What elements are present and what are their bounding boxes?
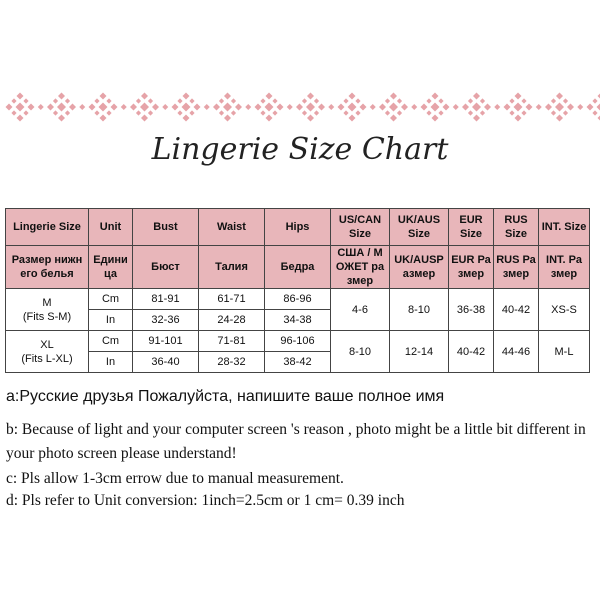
unit-cell: In bbox=[89, 352, 133, 373]
eur-size-cell: 36-38 bbox=[449, 289, 494, 331]
size-label: M bbox=[42, 296, 52, 309]
snowflake-motif-icon bbox=[296, 93, 325, 122]
uk-size-cell: 8-10 bbox=[390, 289, 449, 331]
header-ru-rus-size: RUS Ра змер bbox=[494, 246, 539, 289]
diamond-divider-icon bbox=[411, 104, 417, 110]
header-ru-bust: Бюст bbox=[133, 246, 199, 289]
snowflake-motif-icon bbox=[6, 93, 35, 122]
snowflake-motif-icon bbox=[338, 93, 367, 122]
header-ru-waist: Талия bbox=[199, 246, 265, 289]
header-ru-int-size: INT. Ра змер bbox=[539, 246, 590, 289]
header-ru-unit: Едини ца bbox=[89, 246, 133, 289]
rus-size-cell: 44-46 bbox=[494, 331, 539, 373]
header-bust: Bust bbox=[133, 209, 199, 246]
header-lingerie-size: Lingerie Size bbox=[6, 209, 89, 246]
snowflake-motif-icon bbox=[462, 93, 491, 122]
waist-cell: 61-71 bbox=[199, 289, 265, 310]
int-size-cell: XS-S bbox=[539, 289, 590, 331]
header-eur-size: EUR Size bbox=[449, 209, 494, 246]
waist-cell: 28-32 bbox=[199, 352, 265, 373]
header-us-can-size: US/CAN Size bbox=[331, 209, 390, 246]
snowflake-motif-icon bbox=[504, 93, 533, 122]
hips-cell: 38-42 bbox=[265, 352, 331, 373]
diamond-divider-icon bbox=[162, 104, 168, 110]
header-ru-hips: Бедра bbox=[265, 246, 331, 289]
note-d-unit-conversion: d: Pls refer to Unit conversion: 1inch=2.5cm or 1 cm= 0.39 inch bbox=[6, 492, 405, 509]
header-row-russian bbox=[6, 246, 590, 289]
us-size-cell: 4-6 bbox=[331, 289, 390, 331]
table-row bbox=[6, 331, 590, 352]
diamond-divider-icon bbox=[328, 104, 334, 110]
header-row-english bbox=[6, 209, 590, 246]
snowflake-motif-icon bbox=[89, 93, 118, 122]
snowflake-motif-icon bbox=[130, 93, 159, 122]
hips-cell: 86-96 bbox=[265, 289, 331, 310]
waist-cell: 24-28 bbox=[199, 310, 265, 331]
header-unit: Unit bbox=[89, 209, 133, 246]
hips-cell: 96-106 bbox=[265, 331, 331, 352]
header-ru-eur-size: EUR Ра змер bbox=[449, 246, 494, 289]
header-int-size: INT. Size bbox=[539, 209, 590, 246]
us-size-cell: 8-10 bbox=[331, 331, 390, 373]
note-a-russian: а:Русские друзья Пожалуйста, напишите ваше полное имя bbox=[6, 388, 445, 405]
size-cell bbox=[6, 289, 89, 331]
header-hips: Hips bbox=[265, 209, 331, 246]
size-chart-table bbox=[5, 208, 590, 373]
bust-cell: 32-36 bbox=[133, 310, 199, 331]
snowflake-motif-icon bbox=[545, 93, 574, 122]
diamond-divider-icon bbox=[536, 104, 542, 110]
eur-size-cell: 40-42 bbox=[449, 331, 494, 373]
diamond-divider-icon bbox=[38, 104, 44, 110]
bust-cell: 91-101 bbox=[133, 331, 199, 352]
unit-cell: Cm bbox=[89, 331, 133, 352]
hips-cell: 34-38 bbox=[265, 310, 331, 331]
snowflake-motif-icon bbox=[421, 93, 450, 122]
diamond-divider-icon bbox=[453, 104, 459, 110]
rus-size-cell: 40-42 bbox=[494, 289, 539, 331]
header-ru-lingerie-size: Размер нижн его белья bbox=[6, 246, 89, 289]
diamond-divider-icon bbox=[577, 104, 583, 110]
decorative-snowflake-border bbox=[0, 92, 600, 122]
header-ru-us-size: США / М ОЖЕТ ра змер bbox=[331, 246, 390, 289]
size-fits: (Fits S-M) bbox=[22, 310, 72, 323]
snowflake-motif-icon bbox=[172, 93, 201, 122]
diamond-divider-icon bbox=[245, 104, 251, 110]
header-rus-size: RUS Size bbox=[494, 209, 539, 246]
page-title: Lingerie Size Chart bbox=[151, 132, 449, 167]
int-size-cell: M-L bbox=[539, 331, 590, 373]
waist-cell: 71-81 bbox=[199, 331, 265, 352]
uk-size-cell: 12-14 bbox=[390, 331, 449, 373]
table-row bbox=[6, 289, 590, 310]
size-cell bbox=[6, 331, 89, 373]
size-label: XL bbox=[40, 338, 54, 351]
snowflake-motif-icon bbox=[379, 93, 408, 122]
header-uk-aus-size: UK/AUS Size bbox=[390, 209, 449, 246]
snowflake-motif-icon bbox=[255, 93, 284, 122]
snowflake-motif-icon bbox=[47, 93, 76, 122]
snowflake-motif-icon bbox=[213, 93, 242, 122]
diamond-divider-icon bbox=[204, 104, 210, 110]
unit-cell: In bbox=[89, 310, 133, 331]
bust-cell: 81-91 bbox=[133, 289, 199, 310]
note-b-screen-color: b: Because of light and your computer screen 's reason , photo might be a little bit different in your photo screen please understand! bbox=[6, 421, 586, 462]
diamond-divider-icon bbox=[287, 104, 293, 110]
header-waist: Waist bbox=[199, 209, 265, 246]
diamond-divider-icon bbox=[79, 104, 85, 110]
snowflake-motif-icon bbox=[587, 93, 600, 122]
diamond-divider-icon bbox=[494, 104, 500, 110]
bust-cell: 36-40 bbox=[133, 352, 199, 373]
diamond-divider-icon bbox=[121, 104, 127, 110]
size-fits: (Fits L-XL) bbox=[21, 352, 73, 365]
diamond-divider-icon bbox=[370, 104, 376, 110]
note-c-measurement-error: c: Pls allow 1-3cm errow due to manual measurement. bbox=[6, 470, 344, 487]
header-ru-uk-size: UK/AUSP азмер bbox=[390, 246, 449, 289]
unit-cell: Cm bbox=[89, 289, 133, 310]
